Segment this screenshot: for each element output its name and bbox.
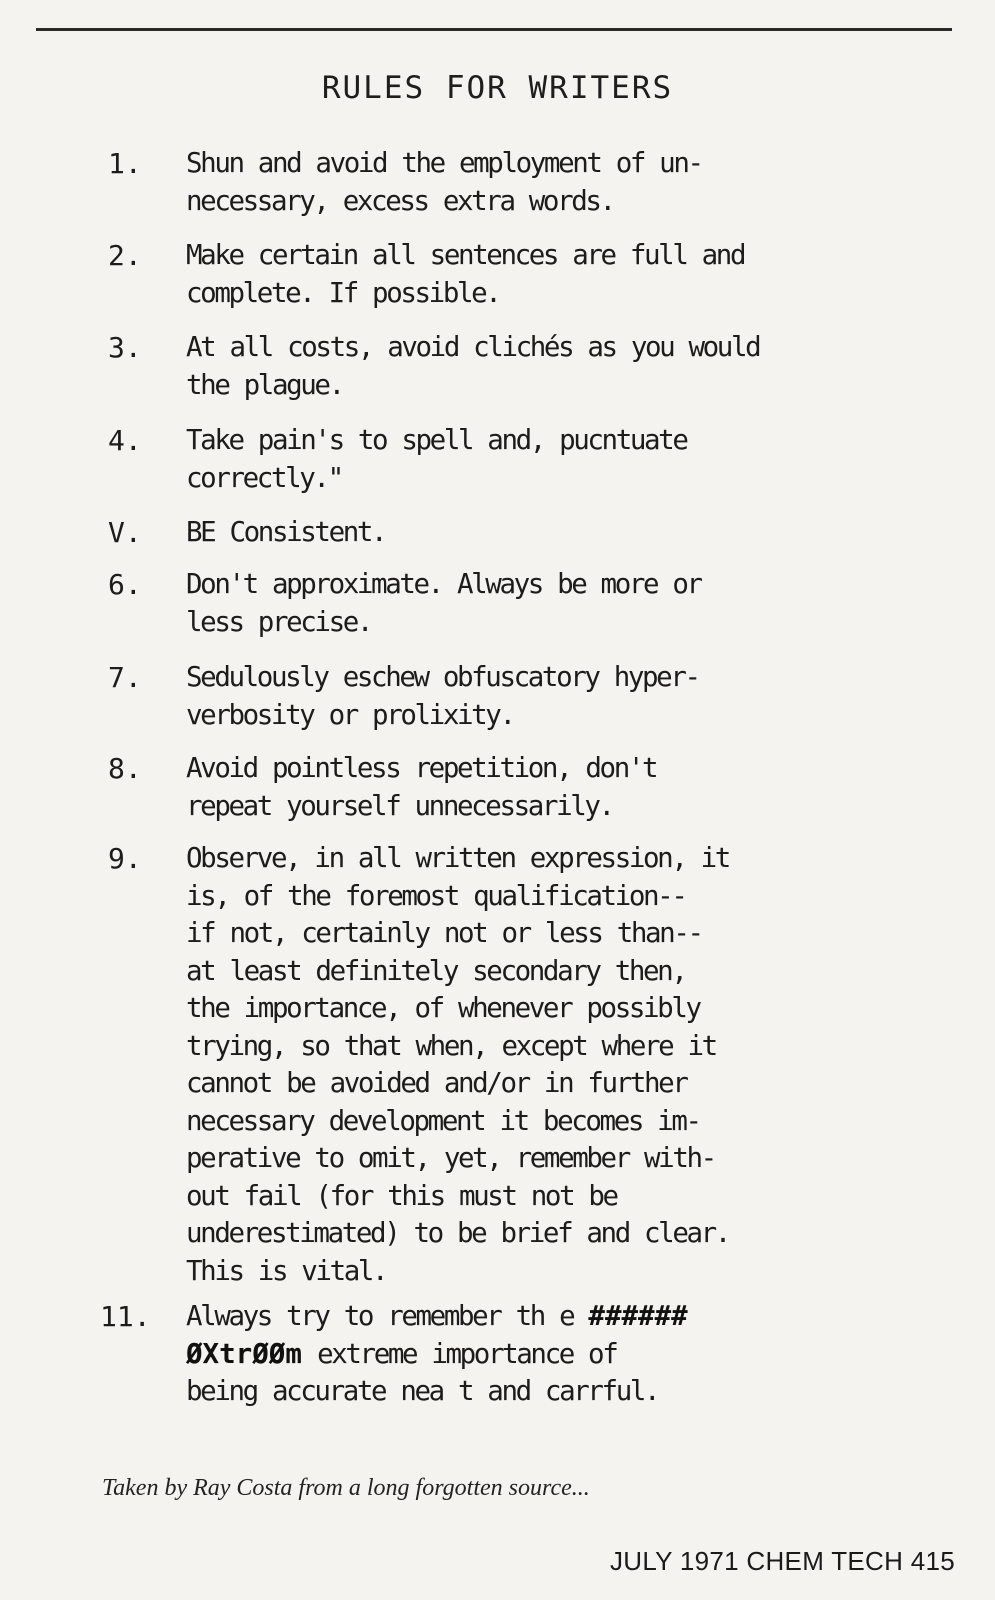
rule-line [186, 1298, 886, 1336]
rule-text [186, 514, 886, 552]
rule-line [186, 1336, 886, 1374]
rule-line: Don't approximate. Always be more or [186, 568, 701, 600]
rule-line: is, of the foremost qualification-- [186, 879, 686, 912]
rule-line: the plague. [186, 368, 343, 401]
rule-text [186, 237, 886, 312]
rule-line: correctly." [186, 461, 342, 494]
rule-line: Shun and avoid the employment of un- [186, 147, 702, 179]
rule-text [186, 750, 886, 825]
rule-line: repeat yourself unnecessarily. [186, 789, 613, 822]
rule-line: Avoid pointless repetition, don't [186, 752, 657, 784]
rule-number: 4. [108, 424, 142, 457]
rule-line: the importance, of whenever possibly [186, 992, 700, 1024]
rule-number: 3. [108, 331, 142, 364]
rule-number: 8. [108, 752, 142, 785]
struck-out-text: ØXtrØØm [186, 1337, 302, 1370]
rule-number: 2. [108, 239, 142, 272]
rule-line: At all costs, avoid clichés as you would [186, 331, 760, 363]
rule-line: Take pain's to spell and, pucntuate [186, 424, 687, 456]
rule-text [186, 1298, 886, 1411]
rule-line: necessary development it becomes im- [186, 1104, 700, 1137]
rule-text [186, 329, 886, 404]
rule-number: 9. [108, 842, 142, 875]
rule-line: less precise. [186, 605, 372, 638]
rule-line: BE Consistent. [186, 516, 386, 548]
rule-line: at least definitely secondary then, [186, 954, 686, 987]
rule-line: perative to omit, yet, remember with- [186, 1142, 715, 1174]
rule-text [186, 422, 886, 497]
rule-number: 1. [108, 147, 142, 180]
rule-number: 11. [100, 1300, 151, 1333]
rule-line: verbosity or prolixity. [186, 698, 514, 731]
source-credit: Taken by Ray Costa from a long forgotten source... [102, 1475, 590, 1501]
rule-text [186, 566, 886, 641]
rule-line: Sedulously eschew obfuscatory hyper- [186, 661, 699, 693]
rule-number: 6. [108, 568, 142, 601]
page-footer: JULY 1971 CHEM TECH 415 [609, 1546, 955, 1576]
rule-line: if not, certainly not or less than-- [186, 917, 702, 949]
rule-line: trying, so that when, except where it [186, 1029, 716, 1062]
rule-text [186, 659, 886, 734]
rule-text [186, 145, 886, 220]
rule-line: This is vital. [186, 1254, 387, 1287]
rule-number: 7. [108, 661, 142, 694]
struck-out-text: ###### [588, 1300, 688, 1332]
page-title: RULES FOR WRITERS [321, 70, 674, 106]
rule-line: being accurate nea t and carrful. [186, 1375, 659, 1407]
rule-line: out fail (for this must not be [186, 1179, 617, 1212]
rule-line-text: extreme importance of [301, 1337, 617, 1370]
rule-line: Make certain all sentences are full and [186, 239, 745, 271]
rule-line: underestimated) to be brief and clear. [186, 1217, 729, 1249]
rule-line: necessary, excess extra words. [186, 184, 614, 217]
rule-text [186, 840, 886, 1290]
rule-line: Observe, in all written expression, it [186, 842, 729, 874]
rule-line: cannot be avoided and/or in further [186, 1067, 687, 1099]
rule-line: complete. If possible. [186, 276, 500, 309]
rule-line-text: Always try to remember th e [186, 1300, 589, 1332]
rule-number: V. [108, 516, 142, 549]
